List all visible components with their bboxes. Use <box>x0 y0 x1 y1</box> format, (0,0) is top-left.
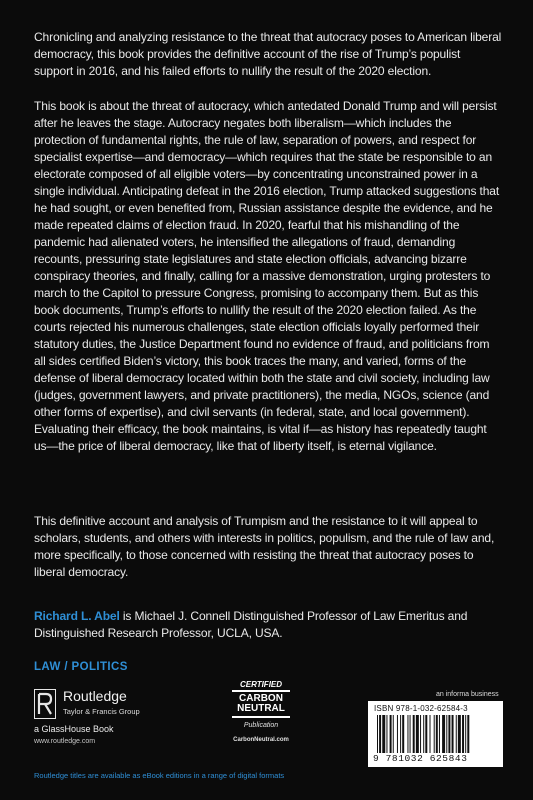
seal-main-line1: CARBON <box>239 693 283 704</box>
barcode-bars <box>377 715 497 753</box>
author-bio <box>34 608 502 642</box>
intro-paragraph: Chronicling and analyzing resistance to the threat that autocracy poses to American liberal democracy, this book provides the definitive account of the rise of Trump’s populist support in 2016, and his failed efforts to nullify the result of the 2020 election. <box>34 30 502 78</box>
publisher-imprint: a GlassHouse Book <box>34 724 114 734</box>
publisher-group: Taylor & Francis Group <box>63 707 140 716</box>
publisher-url: www.routledge.com <box>34 738 96 745</box>
isbn-barcode <box>368 701 503 767</box>
seal-sub: Publication <box>243 722 279 729</box>
isbn-label: ISBN 978-1-032-62584-3 <box>374 704 468 713</box>
ebook-note: Routledge titles are available as eBook editions in a range of digital formats <box>34 771 285 780</box>
audience-paragraph: This definitive account and analysis of Trumpism and the resistance to it will appeal to scholars, students, and others with interests in politics, populism, and the rule of law and, more specifically, to those concerned with resisting the threat that autocracy poses to liberal democracy. <box>34 514 495 579</box>
publisher-block <box>34 686 194 746</box>
description-paragraph: This book is about the threat of autocracy, which antedated Donald Trump and will persist after he leaves the stage. Autocracy negates both liberalism—which includes the protection of fundamental rights, the rule of law, separation of powers, and respect for specialist expertise—and democracy—which requires that the state be responsible to an electorate composed of all eligible voters—by concentrating unconstrained power in a single individual. Anticipating defeat in the 2016 election, Trump attacked suggestions that he had sought, or even benefited from, Russian assistance despite the evidence, and he made repeated claims of election fraud. In 2020, fearful that his mishandling of the pandemic had alienated voters, he intensified the allegations of fraud, demanding recounts, pressuring state legislatures and state election officials, advancing bizarre conspiracy theories, and finally, calling for a massive demonstration, urging protesters to march to the Capitol to pressure Congress, promising to accompany them. But as this book documents, Trump’s efforts to nullify the result of the 2020 election failed. As the courts rejected his numerous challenges, state election officials loyally performed their statutory duties, the Justice Department found no evidence of fraud, and politicians from all sides certified Biden’s victory, this book traces the many, and varied, forms of the defense of liberal democracy located within both the state and civil society, including law (judges, government lawyers, and private practitioners), the media, NGOs, science (and other forms of expertise), and civil servants (in federal, state, and local government). Evaluating their efficacy, the book maintains, is vital if—as history has repeatedly taught us—the price of liberal democracy, like that of liberty itself, is eternal vigilance. <box>34 99 500 453</box>
seal-main-line2: NEUTRAL <box>237 703 285 714</box>
publisher-name: Routledge <box>63 688 127 704</box>
author-name: Richard L. Abel <box>34 609 120 623</box>
carbon-neutral-seal-icon <box>230 680 292 748</box>
barcode-digits: 9 781032 625843 <box>373 753 468 764</box>
subject-category: LAW / POLITICS <box>34 661 128 673</box>
seal-url: CarbonNeutral.com <box>233 737 289 743</box>
seal-main <box>232 690 290 718</box>
seal-title: CERTIFIED <box>239 680 283 689</box>
routledge-r-logo-icon <box>34 689 56 719</box>
informa-tagline: an informa business <box>436 691 499 698</box>
author-credentials: is Michael J. Connell Distinguished Professor of Law Emeritus and Distinguished Research Professor, UCLA, USA. <box>34 609 468 640</box>
